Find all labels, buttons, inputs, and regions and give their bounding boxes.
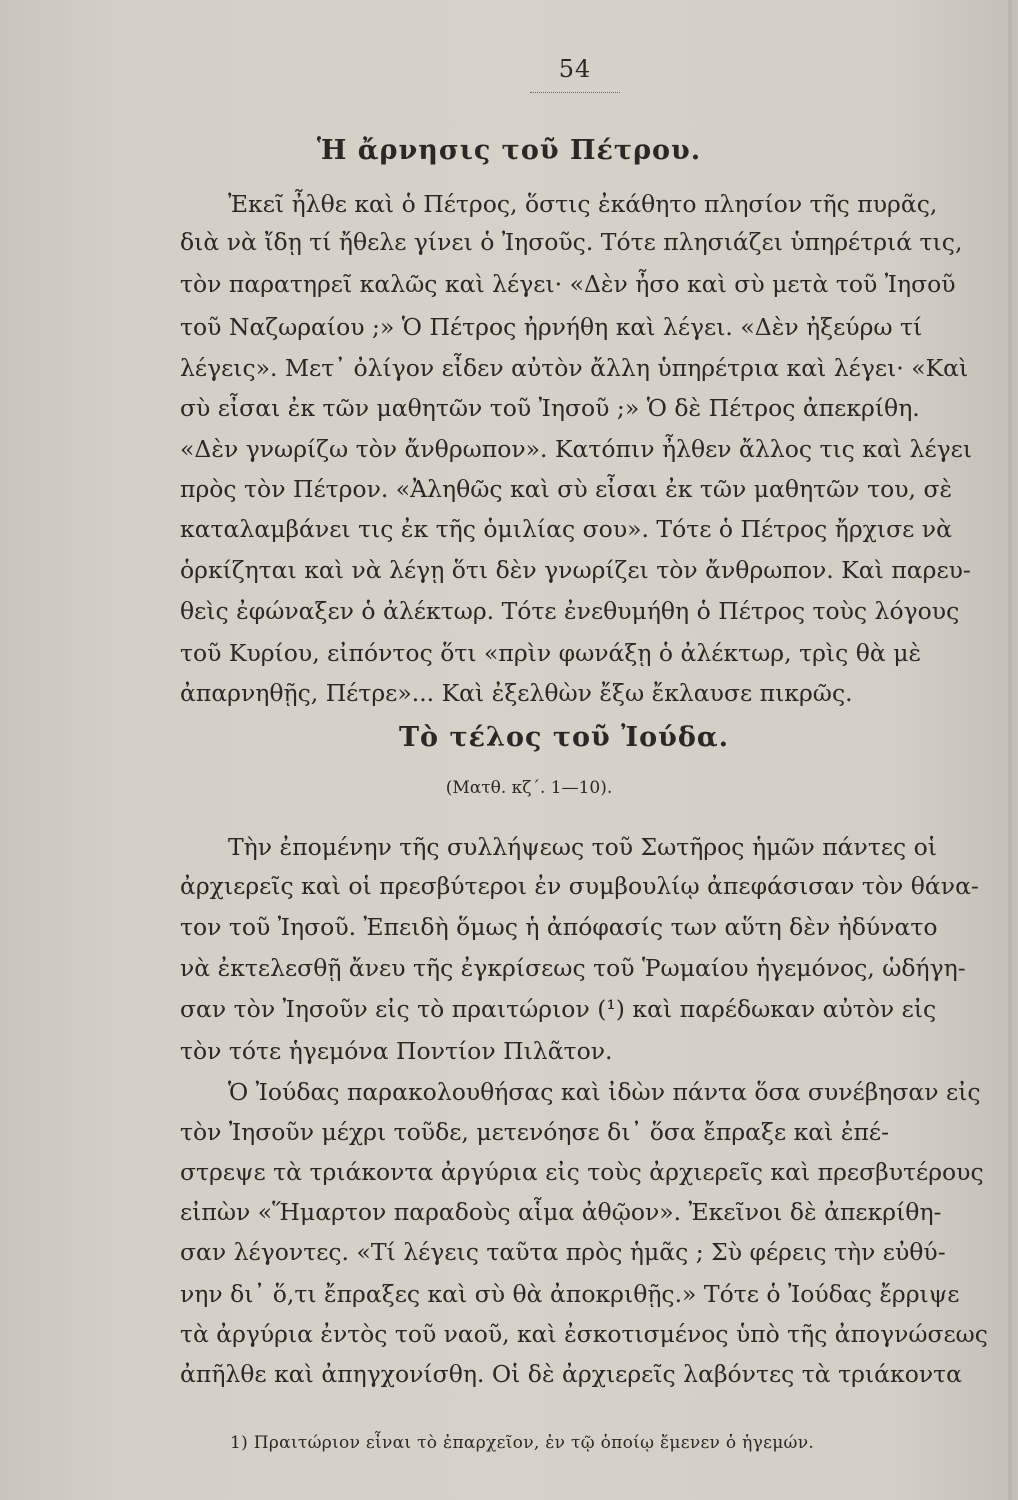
section-heading-end-of-judas: Τὸ τέλος τοῦ Ἰούδα. <box>398 722 730 753</box>
text-line: νην δι᾽ ὅ,τι ἔπραξες καὶ σὺ θὰ ἀποκριθῇς.» Τότε ὁ Ἰούδας ἔρριψε <box>180 1280 960 1308</box>
text-line: ἀπαρνηθῇς, Πέτρε»... Καὶ ἐξελθὼν ἔξω ἔκλαυσε πικρῶς. <box>180 679 853 707</box>
text-line: εἰπὼν «Ἥμαρτον παραδοὺς αἷμα ἀθῷον». Ἐκεῖνοι δὲ ἀπεκρίθη- <box>180 1198 942 1226</box>
text-line: σαν τὸν Ἰησοῦν εἰς τὸ πραιτώριον (¹) καὶ παρέδωκαν αὐτὸν εἰς <box>180 995 937 1023</box>
text-line: τὰ ἀργύρια ἐντὸς τοῦ ναοῦ, καὶ ἐσκοτισμένος ὑπὸ τῆς ἀπογνώσεως <box>180 1320 988 1348</box>
footnote: 1) Πραιτώριον εἶναι τὸ ἐπαρχεῖον, ἐν τῷ ὁποίῳ ἔμενεν ὁ ἡγεμών. <box>230 1433 815 1453</box>
text-line: στρεψε τὰ τριάκοντα ἀργύρια εἰς τοὺς ἀρχιερεῖς καὶ πρεσβυτέρους <box>180 1158 984 1186</box>
scripture-reference: (Ματθ. κζ΄. 1—10). <box>445 778 613 798</box>
text-line: ἀπῆλθε καὶ ἀπηγχονίσθη. Οἱ δὲ ἀρχιερεῖς λαβόντες τὰ τριάκοντα <box>180 1360 963 1388</box>
text-line: «Δὲν γνωρίζω τὸν ἄνθρωπον». Κατόπιν ἦλθεν ἄλλος τις καὶ λέγει <box>180 435 973 463</box>
page-number: 54 <box>558 55 592 83</box>
text-line: σὺ εἶσαι ἐκ τῶν μαθητῶν τοῦ Ἰησοῦ ;» Ὁ δὲ Πέτρος ἀπεκρίθη. <box>180 394 920 422</box>
text-line: νὰ ἐκτελεσθῇ ἄνευ τῆς ἐγκρίσεως τοῦ Ῥωμαίου ἡγεμόνος, ὡδήγη- <box>180 954 966 982</box>
text-line: πρὸς τὸν Πέτρον. «Ἀληθῶς καὶ σὺ εἶσαι ἐκ τῶν μαθητῶν του, σὲ <box>180 475 953 503</box>
text-line: ὁρκίζηται καὶ νὰ λέγῃ ὅτι δὲν γνωρίζει τὸν ἄνθρωπον. Καὶ παρευ- <box>180 556 971 584</box>
text-line: τὸν παρατηρεῖ καλῶς καὶ λέγει· «Δὲν ἦσο καὶ σὺ μετὰ τοῦ Ἰησοῦ <box>180 270 956 298</box>
text-line: τὸν Ἰησοῦν μέχρι τοῦδε, μετενόησε δι᾽ ὅσα ἔπραξε καὶ ἐπέ- <box>180 1118 890 1146</box>
text-line: ἀρχιερεῖς καὶ οἱ πρεσβύτεροι ἐν συμβουλίῳ ἀπεφάσισαν τὸν θάνα- <box>180 872 979 900</box>
section-heading-denial-of-peter: Ἡ ἄρνησις τοῦ Πέτρου. <box>316 135 702 166</box>
text-line: Ὁ Ἰούδας παρακολουθήσας καὶ ἰδὼν πάντα ὅσα συνέβησαν εἰς <box>228 1078 981 1106</box>
text-line: τοῦ Κυρίου, εἰπόντος ὅτι «πρὶν φωνάξῃ ὁ ἀλέκτωρ, τρὶς θὰ μὲ <box>180 639 922 667</box>
text-line: Τὴν ἐπομένην τῆς συλλήψεως τοῦ Σωτῆρος ἡμῶν πάντες οἱ <box>228 833 937 861</box>
text-line: τοῦ Ναζωραίου ;» Ὁ Πέτρος ἠρνήθη καὶ λέγει. «Δὲν ἠξεύρω τί <box>180 313 923 341</box>
text-line: καταλαμβάνει τις ἐκ τῆς ὁμιλίας σου». Τότε ὁ Πέτρος ἤρχισε νὰ <box>180 515 952 543</box>
text-line: θεὶς ἐφώναξεν ὁ ἀλέκτωρ. Τότε ἐνεθυμήθη ὁ Πέτρος τοὺς λόγους <box>180 597 960 625</box>
text-line: σαν λέγοντες. «Τί λέγεις ταῦτα πρὸς ἡμᾶς ; Σὺ φέρεις τὴν εὐθύ- <box>180 1238 946 1266</box>
text-line: τον τοῦ Ἰησοῦ. Ἐπειδὴ ὅμως ἡ ἀπόφασίς των αὕτη δὲν ἠδύνατο <box>180 913 938 941</box>
page-number-rule <box>530 92 620 93</box>
text-line: λέγεις». Μετ᾽ ὀλίγον εἶδεν αὐτὸν ἄλλη ὑπηρέτρια καὶ λέγει· «Καὶ <box>180 354 969 382</box>
text-line: Ἐκεῖ ἦλθε καὶ ὁ Πέτρος, ὅστις ἐκάθητο πλησίον τῆς πυρᾶς, <box>228 190 938 218</box>
text-line: διὰ νὰ ἴδῃ τί ἤθελε γίνει ὁ Ἰησοῦς. Τότε πλησιάζει ὑπηρέτριά τις, <box>180 228 963 256</box>
text-line: τὸν τότε ἡγεμόνα Ποντίον Πιλᾶτον. <box>180 1037 613 1065</box>
